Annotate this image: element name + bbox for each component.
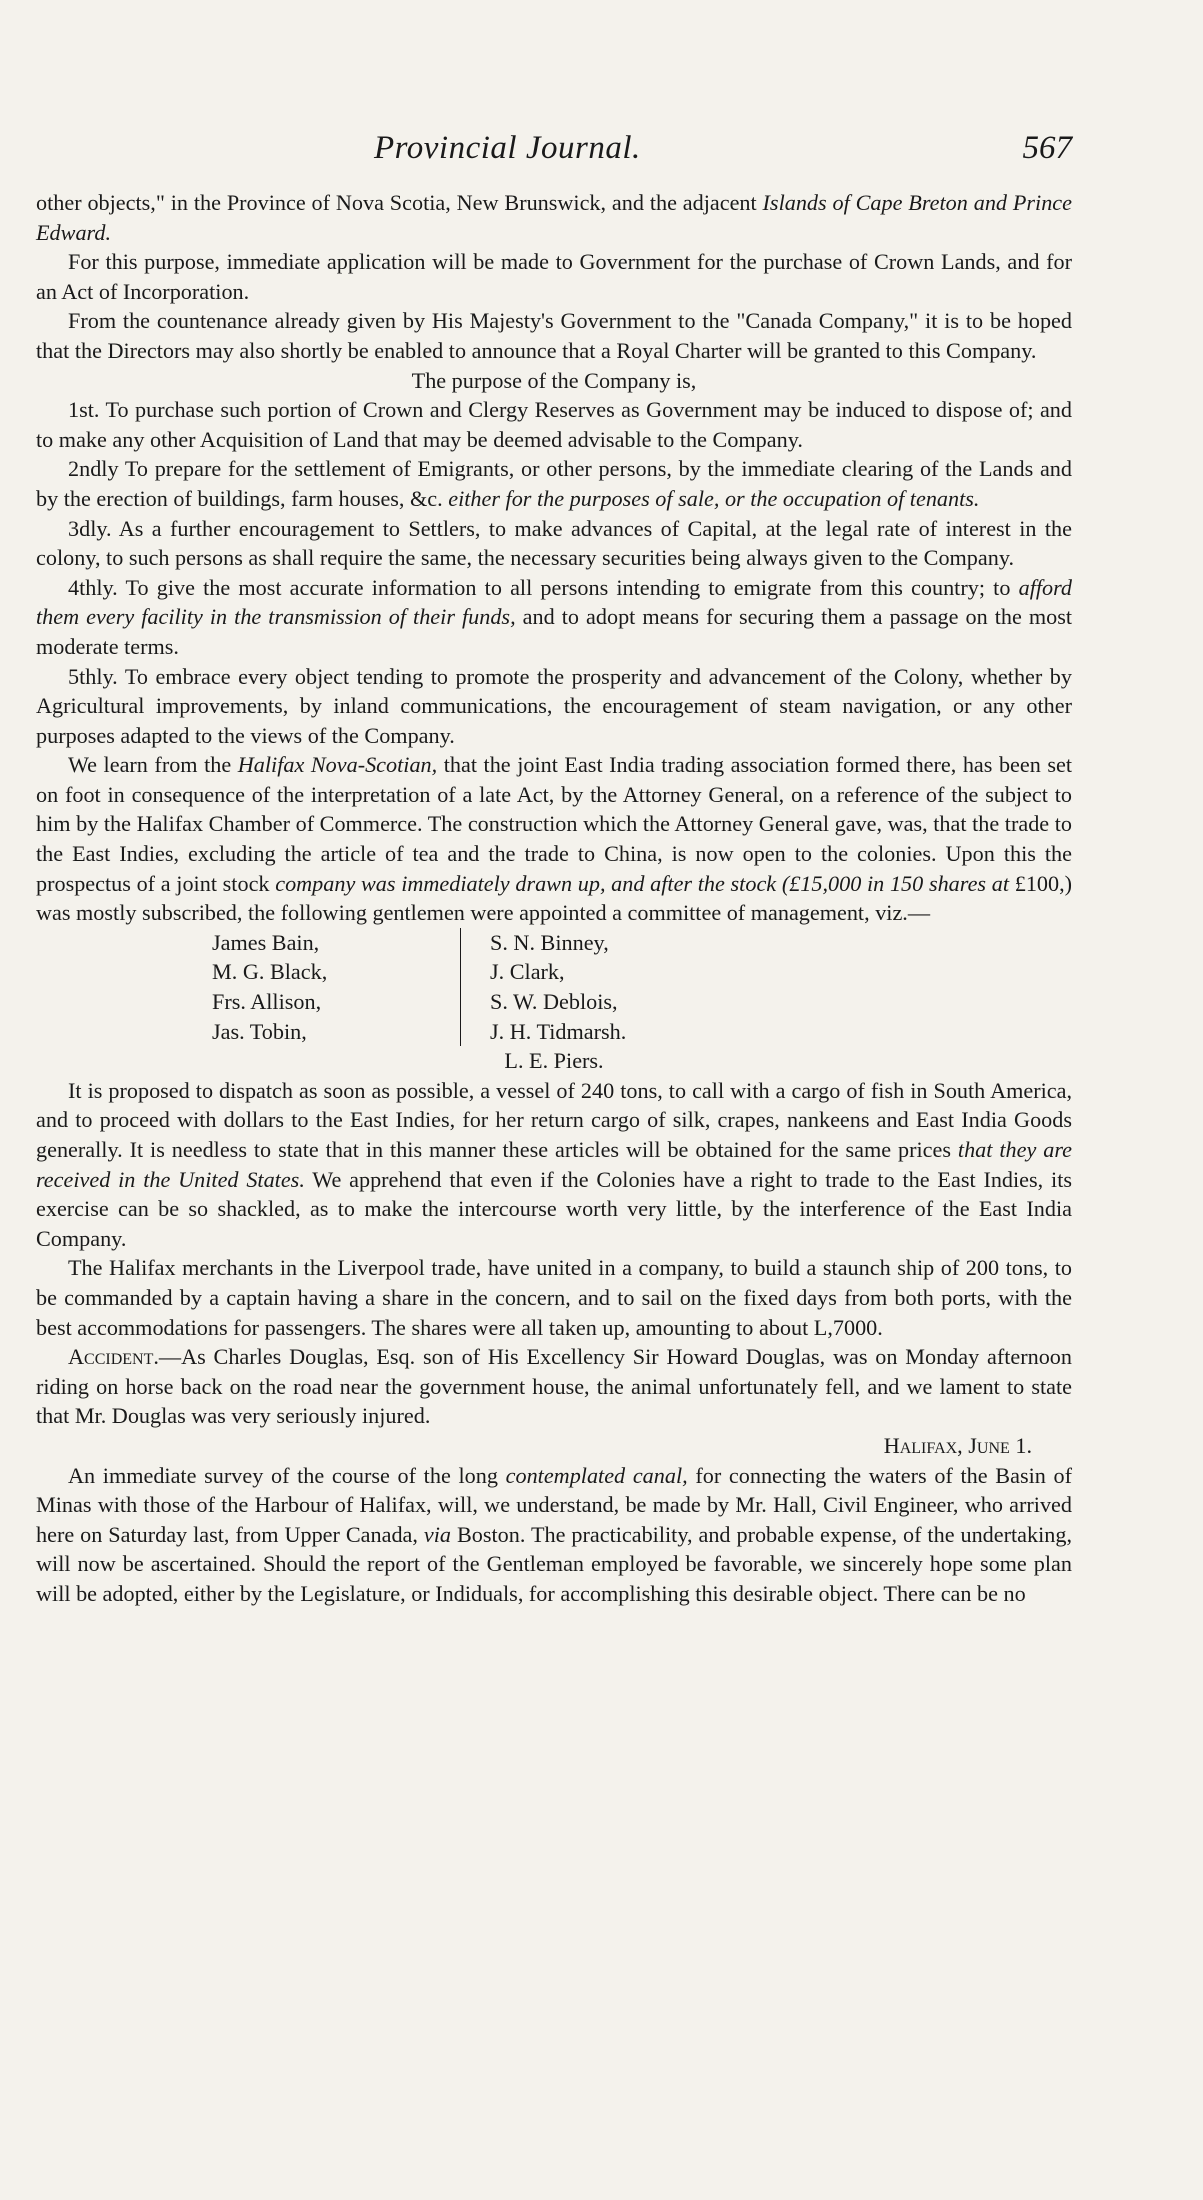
committee-member: L. E. Piers. (504, 1048, 604, 1074)
document-page (36, 130, 1072, 1609)
paragraph: 4thly. To give the most accurate information to all persons intending to emigrate from this country; to afford them every facility in the transmission of their funds, and to adopt means for securing them a passage on the most moderate terms. (36, 574, 1073, 659)
article-body-continued (36, 1076, 1072, 1609)
paragraph: Accident.—As Charles Douglas, Esq. son of His Excellency Sir Howard Douglas, was on Monday afternoon riding on horse back on the road near the government house, the animal unfortunately fell, and we lament to state that Mr. Douglas was very seriously injured. (36, 1344, 1072, 1429)
committee-member: Frs. Allison, (212, 989, 322, 1015)
committee-member: James Bain, (212, 929, 320, 955)
paragraph: We learn from the Halifax Nova-Scotian, that the joint East India trading association formed there, has been set on foot in consequence of the interpretation of a late Act, by the Attorney General, on a reference of the subject to him by the Halifax Chamber of Commerce. The construction which the Attorney General gave, was, that the trade to the East Indies, excluding the article of tea and the trade to China, is now open to the colonies. Upon this the prospectus of a joint stock company was immediately drawn up, and after the stock (£15,000 in 150 shares at £100,) was mostly subscribed, the following gentlemen were appointed a committee of management, viz.— (36, 752, 1073, 926)
page-header (36, 130, 1072, 188)
paragraph: For this purpose, immediate application will be made to Government for the purchase of Crown Lands, and for an Act of Incorporation. (36, 249, 1072, 304)
committee-member: Jas. Tobin, (212, 1018, 307, 1044)
column-divider (460, 928, 476, 1046)
paragraph: 5thly. To embrace every object tending to promote the prosperity and advancement of the Colony, whether by Agricultural improvements, by inland communications, the encouragement of steam navigation, or any other purposes adapted to the views of the Company. (36, 663, 1072, 748)
committee-member: S. W. Deblois, (490, 989, 618, 1015)
committee-right-column (476, 928, 776, 1046)
paragraph: 3dly. As a further encouragement to Settlers, to make advances of Capital, at the legal rate of interest in the colony, to such persons as shall require the same, the necessary securities being always given to the Company. (36, 515, 1072, 571)
paragraph: An immediate survey of the course of the long contemplated canal, for connecting the waters of the Basin of Minas with those of the Harbour of Halifax, will, we understand, be made by Mr. Hall, Civil Engineer, who arrived here on Saturday last, from Upper Canada, via Boston. The practicability, and probable expense, of the undertaking, will now be ascertained. Should the report of the Gentleman employed be favorable, we sincerely hope some plan will be adopted, either by the Legislature, or Indiduals, for accomplishing this desirable object. There can be no (36, 1462, 1073, 1606)
article-body (36, 188, 1072, 928)
section-heading: The purpose of the Company is, (411, 367, 697, 393)
committee-member: S. N. Binney, (490, 929, 609, 955)
committee-member: J. H. Tidmarsh. (490, 1018, 627, 1044)
committee-list (212, 928, 1072, 1046)
paragraph: 2ndly To prepare for the settlement of Emigrants, or other persons, by the immediate clearing of the Lands and by the erection of buildings, farm houses, &c. either for the purposes of sale, or the occupation of tenants. (36, 456, 1072, 511)
paragraph: 1st. To purchase such portion of Crown and Clergy Reserves as Government may be induced to dispose of; and to make any other Acquisition of Land that may be deemed advisable to the Company. (36, 397, 1072, 452)
paragraph: It is proposed to dispatch as soon as possible, a vessel of 240 tons, to call with a cargo of fish in South America, and to proceed with dollars to the East Indies, for her return cargo of silk, crapes, nankeens and East India Goods generally. It is needless to state that in this manner these articles will be obtained for the same prices that they are received in the United States. We apprehend that even if the Colonies have a right to trade to the East Indies, its exercise can be so shackled, as to make the intercourse worth very little, by the interference of the East India Company. (36, 1077, 1073, 1251)
running-title: Provincial Journal. (374, 130, 641, 166)
paragraph: From the countenance already given by His Majesty's Government to the "Canada Company," it is to be hoped that the Directors may also shortly be enabled to announce that a Royal Charter will be granted to this Company. (36, 308, 1072, 363)
committee-member: M. G. Black, (212, 959, 328, 985)
committee-member: J. Clark, (490, 959, 565, 985)
paragraph: other objects," in the Province of Nova Scotia, New Brunswick, and the adjacent Islands of Cape Breton and Prince Edward. (36, 190, 1072, 245)
page-number: 567 (1022, 130, 1072, 166)
committee-left-column (212, 928, 452, 1046)
dateline: Halifax, June 1. (883, 1432, 1032, 1458)
paragraph: The Halifax merchants in the Liverpool trade, have united in a company, to build a staunch ship of 200 tons, to be commanded by a captain having a share in the concern, and to sail on the fixed days from both ports, with the best accommodations for passengers. The shares were all taken up, amounting to about L,7000. (36, 1255, 1072, 1340)
